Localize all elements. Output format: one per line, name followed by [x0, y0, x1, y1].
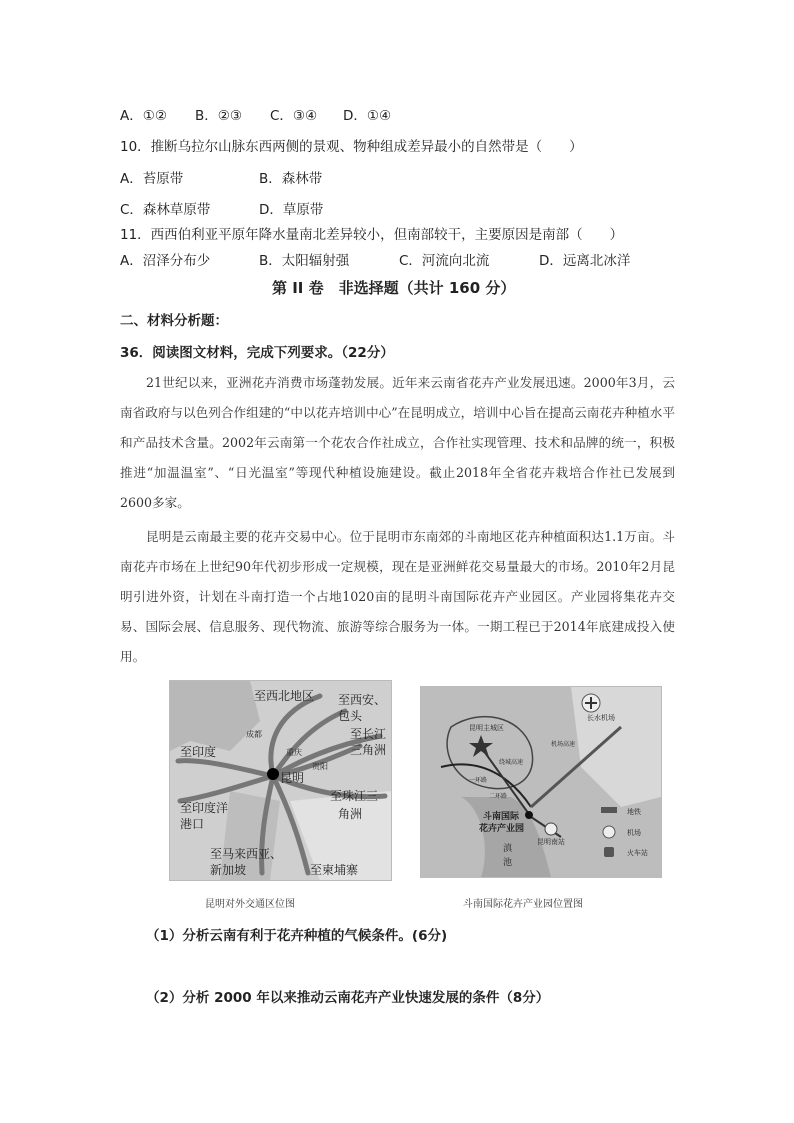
map1-label-baotou: 包头: [338, 709, 363, 723]
map1-label-india: 至印度: [180, 745, 217, 759]
q36-paragraph-2: 昆明是云南最主要的花卉交易中心。位于昆明市东南郊的斗南地区花卉种植面积达1.1万亩。斗南花卉市场在上世纪90年代初步形成一定规模，现在是亚洲鲜花交易量最大的市场。2010年2月昆明引进外资，计划在斗南打造一个占地1020亩的昆明斗南国际花卉产业园区。产业园将集花卉交易、国际会展、信息服务、现代物流、旅游等综合服务为一体。一期工程已于2014年底建成投入使用。: [120, 529, 675, 664]
map1-caption: 昆明对外交通区位图: [205, 899, 295, 910]
map2-label-station: 昆明南站: [537, 838, 565, 846]
q36-sub-question-1: （1）分析云南有利于花卉种植的气候条件。(6分): [146, 928, 448, 944]
map2-caption: 斗南国际花卉产业园位置图: [463, 899, 583, 910]
q36-sub-question-2: （2）分析 2000 年以来推动云南花卉产业快速发展的条件（8分）: [146, 990, 550, 1006]
q9-option-c: C．③④: [270, 108, 318, 124]
map1-label-malaysia: 至马来西亚、: [210, 847, 283, 861]
map2-label-urban: 昆明主城区: [469, 724, 504, 732]
map2-legend-airport: 机场: [627, 829, 641, 837]
map2-label-lake-2: 池: [503, 858, 513, 868]
map1-label-chengdu: 成都: [246, 730, 262, 739]
map1-label-kunming: 昆明: [280, 771, 305, 785]
map2-legend-train: 火车站: [627, 849, 648, 857]
q9-option-a: A．①②: [120, 108, 167, 124]
q10-option-d: D．草原带: [259, 202, 324, 218]
map1-label-pearl: 至珠江三: [330, 789, 379, 803]
map2-label-park-1: 斗南国际: [483, 812, 520, 822]
map2-label-ringexpress: 绕城高速: [499, 759, 524, 766]
map2-label-park-2: 花卉产业园: [479, 824, 525, 834]
map1-label-northwest: 至西北地区: [254, 689, 315, 703]
map1-label-cambodia: 至柬埔寨: [310, 863, 359, 877]
map1-label-xian: 至西安、: [338, 693, 387, 707]
map1-label-indian-ocean: 至印度洋: [180, 801, 229, 815]
q11-stem: 11．西西伯利亚平原年降水量南北差异较小，但南部较干，主要原因是南部（ ）: [120, 227, 624, 243]
section-subtitle: 二、材料分析题：: [120, 313, 228, 329]
map1-label-chongqing: 重庆: [286, 748, 302, 757]
map2-label-lake-1: 滇: [503, 844, 513, 854]
q36-stem: 36．阅读图文材料，完成下列要求。（22分）: [120, 345, 394, 361]
q11-option-b: B．太阳辐射强: [259, 253, 350, 269]
map1-label-port: 港口: [180, 817, 205, 831]
q9-option-b: B．②③: [195, 108, 242, 124]
map2-label-ring1: 一环路: [469, 777, 488, 784]
airplane-icon: [582, 694, 600, 712]
q11-option-d: D．远离北冰洋: [539, 253, 631, 269]
q10-option-c: C．森林草原带: [120, 202, 211, 218]
q9-option-d: D．①④: [343, 108, 392, 124]
section-title: 第 II 卷 非选择题（共计 160 分）: [272, 279, 516, 297]
map2-label-airport: 长水机场: [587, 714, 615, 722]
q10-option-a: A．苔原带: [120, 171, 184, 187]
q10-stem: 10．推断乌拉尔山脉东西两侧的景观、物种组成差异最小的自然带是（ ）: [120, 139, 583, 155]
map1-label-pearl-2: 角洲: [338, 807, 363, 821]
q11-option-a: A．沼泽分布少: [120, 253, 211, 269]
q10-option-b: B．森林带: [259, 171, 323, 187]
map2-label-ring2: 二环路: [489, 793, 508, 800]
map1-label-delta: 三角洲: [350, 743, 387, 757]
map2-label-airport-express: 机场高速: [551, 741, 576, 748]
map1-label-singapore: 新加坡: [210, 863, 247, 877]
q36-paragraph-1: 21世纪以来，亚洲花卉消费市场蓬勃发展。近年来云南省花卉产业发展迅速。2000年3月，云南省政府与以色列合作组建的“中以花卉培训中心”在昆明成立，培训中心旨在提高云南花卉种植水平和产品技术含量。2002年云南第一个花农合作社成立，合作社实现管理、技术和品牌的统一，积极推进“加温温室”、“日光温室”等现代种植设施建设。截止2018年全省花卉栽培合作社已发展到2600多家。: [120, 375, 675, 510]
kunming-transport-map: [169, 680, 392, 881]
q11-option-c: C．河流向北流: [399, 253, 490, 269]
map1-label-changjiang: 至长江: [350, 727, 387, 741]
map2-legend-metro: 地铁: [627, 808, 641, 816]
map1-label-guiyang: 贵阳: [312, 762, 328, 771]
dounan-location-map: [420, 686, 662, 878]
